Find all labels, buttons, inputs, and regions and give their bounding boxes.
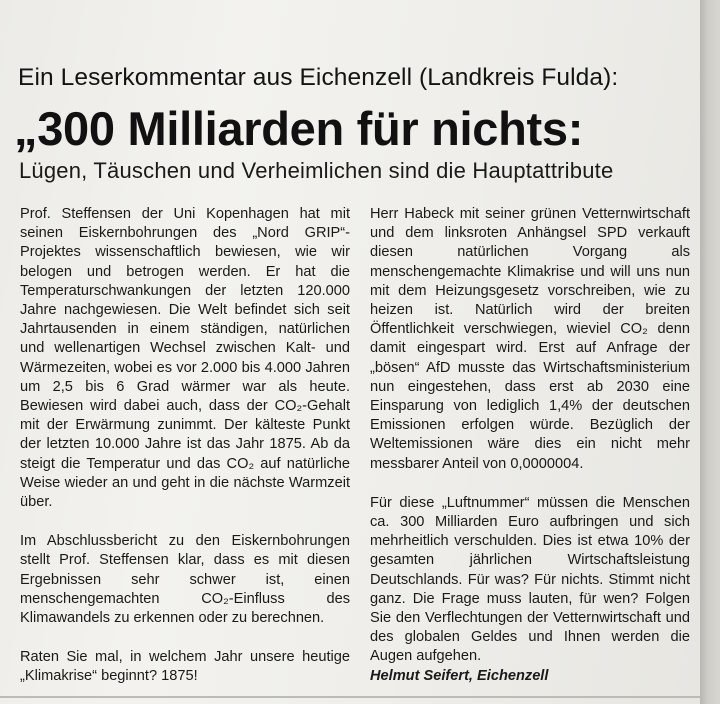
right-paragraph-1: Herr Habeck mit seiner grünen Vetternwirtschaft und dem linksroten Anhängsel SPD verkauft diesen natürlichen Vorgang als menschengemachte Klimakrise und will uns nun mit dem Heizungsgesetz vorschreiben, wie zu heizen ist. Natürlich wird der breiten Öffentlichkeit verschwiegen, wieviel CO₂ denn damit eingespart wird. Erst auf Anfrage der „bösen“ AfD musste das Wirtschaftsministerium nun eingestehen, dass erst ab 2030 eine Einsparung von lediglich 1,4% der deutschen Emissionen erfolgen würde. Bezüglich der Weltemissionen wäre dies ein nicht mehr messbarer Anteil von 0,0000004. bbox=[370, 206, 690, 472]
bottom-rule bbox=[0, 696, 700, 698]
paragraph-gap bbox=[370, 474, 690, 494]
right-paragraph-2: Für diese „Luftnummer“ müssen die Menschen ca. 300 Milliarden Euro aufbringen und sich mehrheitlich verschulden. Dies ist etwa 10% der gesamten jährlichen Wirtschaftsleistung Deutschlands. Für was? Für nichts. Stimmt nicht ganz. Die Frage muss lauten, für wen? Folgen Sie den Verflechtungen der Vetternwirtschaft und des globalen Geldes und Ihnen werden die Augen aufgehen. bbox=[370, 494, 690, 665]
left-paragraph-1: Prof. Steffensen der Uni Kopenhagen hat mit seinen Eiskernbohrungen des „Nord GRIP“-Projektes wissenschaftlich bewiesen, wie wir belogen und betrogen werden. Er hat die Temperaturschwankungen der letzten 120.000 Jahre nachgewiesen. Die Welt befindet sich seit Jahrtausenden in einem ständigen, natürlichen und wellenartigen Wechsel zwischen Kalt- und Wärmezeiten, wobei es vor 2.000 bis 4.000 Jahren um 2,5 bis 6 Grad wärmer war als heute. Bewiesen wird dabei auch, dass der CO₂-Gehalt mit der Erwärmung zunimmt. Der kälteste Punkt der letzten 10.000 Jahre ist das Jahr 1875. Ab da steigt die Temperatur und das CO₂ auf natürliche Weise wieder an und geht in die nächste Warmzeit über. bbox=[20, 206, 350, 511]
page-edge bbox=[700, 0, 720, 704]
left-paragraph-2: Im Abschlussbericht zu den Eiskernbohrungen stellt Prof. Steffensen klar, dass es mit diesen Ergebnissen sehr schwer ist, einen menschengemachten CO₂-Einfluss des Klimawandels zu erkennen oder zu berechnen. bbox=[20, 533, 350, 627]
left-column bbox=[20, 205, 350, 687]
article-subheadline: Lügen, Täuschen und Verheimlichen sind die Hauptattribute bbox=[19, 158, 614, 183]
paragraph-gap bbox=[20, 628, 350, 648]
author-signature: Helmut Seifert, Eichenzell bbox=[370, 667, 549, 684]
right-column bbox=[370, 205, 690, 686]
left-paragraph-3: Raten Sie mal, in welchem Jahr unsere heutige „Klimakrise“ beginnt? 1875! bbox=[20, 649, 350, 685]
article-kicker: Ein Leserkommentar aus Eichenzell (Landkreis Fulda): bbox=[18, 64, 619, 91]
article-headline: „300 Milliarden für nichts: bbox=[14, 102, 584, 155]
paragraph-gap bbox=[20, 512, 350, 532]
